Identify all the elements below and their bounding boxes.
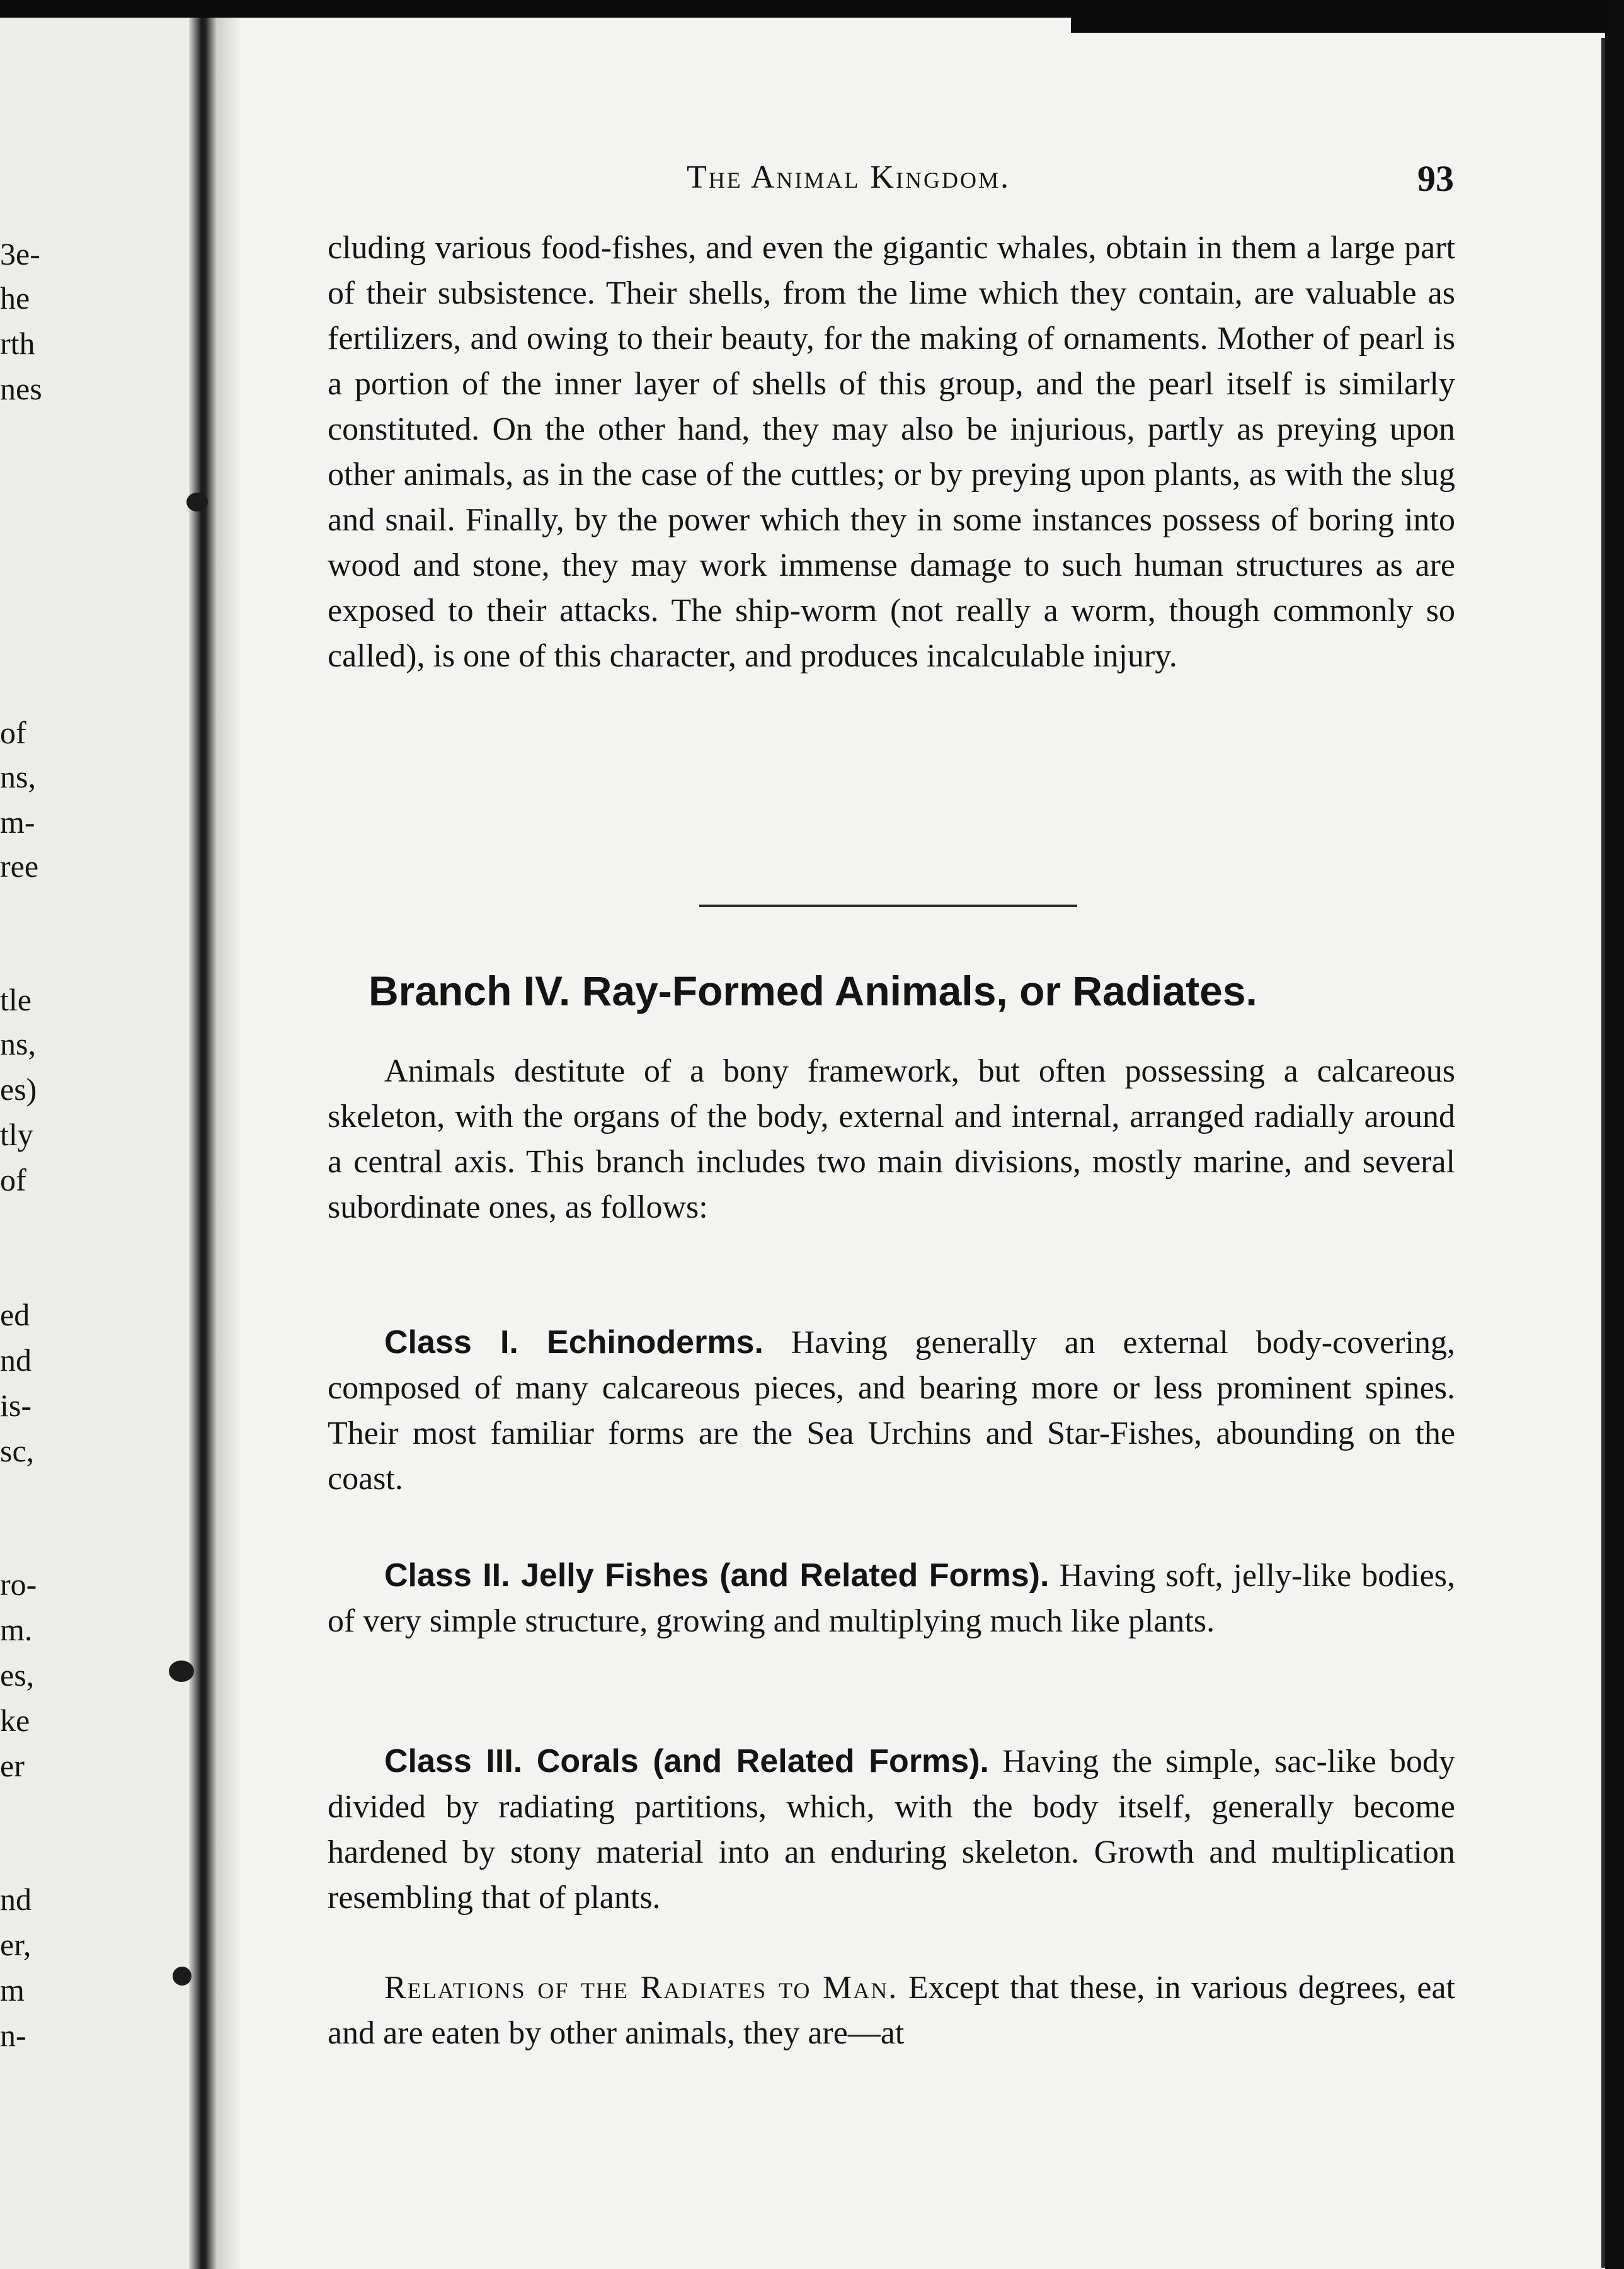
branch-intro: Animals destitute of a bony framework, but often possessing a calcareous skeleton, with the organs of the body, external and internal, arranged radially around a central axis. This branch includes two main divisions, mostly marine, and several subordinate ones, as follows: xyxy=(328,1053,1455,1225)
binding-mark xyxy=(169,1660,194,1682)
left-fragment: ro- xyxy=(0,1567,37,1602)
left-fragment: m. xyxy=(0,1612,33,1647)
class-title: Class I. Echinoderms. xyxy=(384,1324,763,1361)
class-title: Class III. Corals (and Related Forms). xyxy=(384,1743,989,1780)
section-rule xyxy=(699,905,1077,907)
left-fragment: er xyxy=(0,1748,25,1783)
left-fragment: he xyxy=(0,280,30,316)
left-fragment: m- xyxy=(0,804,35,840)
left-fragment: 3e- xyxy=(0,236,40,271)
class-paragraph xyxy=(328,1739,1455,1921)
left-fragment: ed xyxy=(0,1297,30,1332)
left-fragment: is- xyxy=(0,1388,31,1423)
class-title: Class II. Jelly Fishes (and Related Forms). xyxy=(384,1557,1049,1594)
left-fragment: nd xyxy=(0,1882,31,1917)
left-fragment: ns, xyxy=(0,759,36,794)
left-fragment: n- xyxy=(0,2018,26,2053)
left-fragment: nes xyxy=(0,371,42,406)
left-fragment: er, xyxy=(0,1927,31,1962)
left-fragment: ns, xyxy=(0,1026,36,1061)
page-number: 93 xyxy=(1417,158,1454,199)
left-fragment: nd xyxy=(0,1342,31,1378)
scan-border-right xyxy=(1605,0,1624,2269)
left-fragment: ke xyxy=(0,1703,30,1738)
left-fragment: m xyxy=(0,1972,25,2008)
book-gutter xyxy=(189,18,217,2269)
class-text: Having the simple, sac-like body divided by radiating partitions, which, with the body itself, generally become hardened by stony material into an enduring skeleton. Growth and multiplication resembling that of plants. xyxy=(328,1744,1456,1916)
left-fragment: sc, xyxy=(0,1433,35,1468)
class-paragraph xyxy=(328,1553,1455,1644)
class-text: Having soft, jelly-like bodies, of very simple structure, growing and multiplying much like plants. xyxy=(328,1558,1456,1639)
binding-mark xyxy=(173,1967,192,1986)
left-fragment: rth xyxy=(0,326,35,361)
body-paragraph: cluding various food-fishes, and even the gigantic whales, obtain in them a large part of their subsistence. Their shells, from the lime which they contain, are valuable as fertilizers, and owing to their beauty, for the making of ornaments. Mother of pearl is a portion of the inner layer of shells of this group, and the pearl itself is similarly constituted. On the other hand, they may also be injurious, partly as preying upon other animals, as in the case of the cuttles; or by preying upon plants, as with the slug and snail. Finally, by the power which they in some instances possess of boring into wood and stone, they may work immense damage to such human structures as are exposed to their attacks. The ship-worm (not really a worm, though commonly so called), is one of this character, and produces incalculable injury. xyxy=(328,230,1455,674)
scan-border-top-right xyxy=(1071,0,1624,33)
left-fragment: of xyxy=(0,1162,26,1197)
left-fragment: tle xyxy=(0,982,31,1017)
binding-mark xyxy=(186,493,208,512)
relations-text: Except that these, in various degrees, eat and are eaten by other animals, they are—at xyxy=(328,1970,1456,2051)
left-fragment: of xyxy=(0,715,26,750)
left-fragment: tly xyxy=(0,1117,33,1152)
scan-border-right-inner xyxy=(1601,38,1605,2268)
left-fragment: es, xyxy=(0,1657,35,1693)
running-head: The Animal Kingdom. xyxy=(687,159,1010,195)
relations-paragraph xyxy=(328,1965,1455,2056)
left-fragment: ree xyxy=(0,849,39,884)
relations-title: Relations of the Radiates to Man. xyxy=(384,1970,898,2006)
left-fragment: es) xyxy=(0,1072,37,1107)
class-text: Having generally an external body-covering, composed of many calcareous pieces, and bearing more or less prominent spines. Their most familiar forms are the Sea Urchins and Star-Fishes, abounding on the coast. xyxy=(328,1325,1455,1497)
gutter-shadow xyxy=(217,18,242,2269)
class-paragraph xyxy=(328,1320,1455,1502)
branch-heading: Branch IV. Ray-Formed Animals, or Radiates. xyxy=(369,968,1257,1014)
